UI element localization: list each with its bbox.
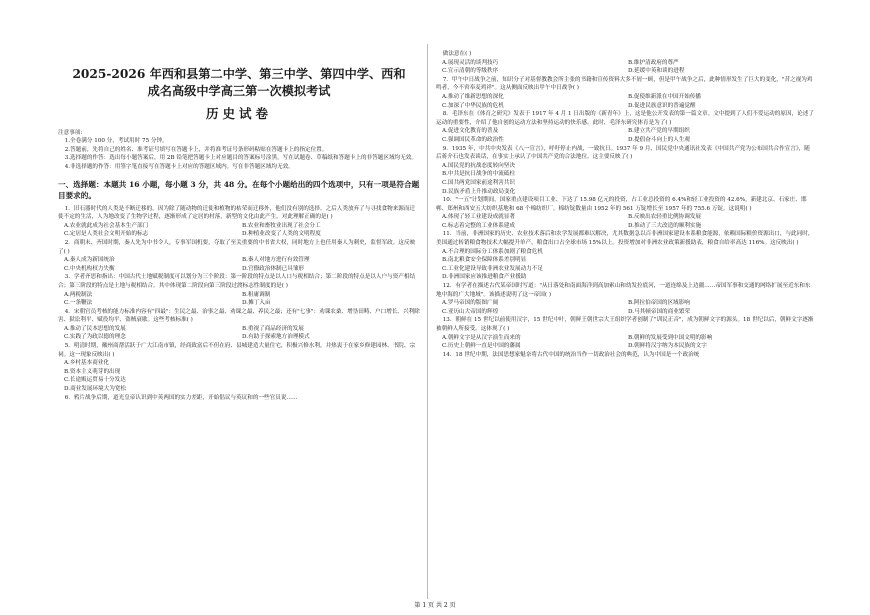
answer-option: C.中央机构权力失衡 (64, 265, 115, 272)
question-list-right (436, 50, 814, 359)
answer-option: D.种植业改变了人类的文明程度 (242, 231, 321, 238)
note-item: 4.非选择题的作答：用签字笔直接写在答题卡上对应的答题区域内。写在非答题区域均无效。 (64, 163, 294, 170)
answer-option: C.宣示清朝的等级秩序 (442, 68, 499, 75)
answer-option: B.资本主义萌芽的出现 (64, 368, 121, 375)
question-stem: 2．商朝末、齐国时期，秦人先为中书令人，专事军国机要，夺取了至关重要的中书省大权，同时地方上也任用秦人为刺史，监督军政。这反映了( ) (58, 239, 416, 255)
question-stem: 7．甲午中日战争之前，知识分子对基督教教会所主张的书籍和宣传资料大多不屑一顾，但是甲午战争之后，此种情形发生了巨大的变化，"昔之视为鸡鸣者，今不啻奉麦鸡祥"。这从侧面反映出甲午中日战争( ) (436, 76, 813, 92)
question-stem: 4．宋朝官员考核的能力标准内容有"四最"：生民之最、治事之最、劝课之最、养民之最；还有"七事"：劝课农桑、增垦田畴、户口增长、兴利除害、狱讼利平、赋役均平、盗贼衰歇。这些考核标准( ) (58, 308, 420, 324)
answer-option: B.促使维新派在中国开始传播 (628, 93, 702, 100)
answer-option: D.商业发展环境大为宽松 (64, 386, 127, 393)
question-stem: 5．明清时期，徽州商帮活跃于广大江南市镇，经商致富后不但在府、县城建造大量住宅，积极兴修水利，并热衷于在家乡修建园林、书院、宗祠。这一现象反映出( ) (58, 343, 416, 358)
answer-option: D.有助于探索地方治理模式 (242, 334, 310, 341)
answer-option: B.重视了商品经济的发展 (242, 325, 304, 332)
answer-option: B.农业和畜牧业出现了社会分工 (242, 222, 321, 229)
question (436, 230, 814, 282)
answer-options (58, 256, 420, 273)
question (58, 342, 420, 394)
answer-option: B.阿拉伯帝国的区域影响 (628, 300, 690, 307)
answer-option: A.乡村基本商业化 (64, 360, 109, 367)
answer-options (58, 325, 420, 342)
answer-option: C.一条鞭法 (64, 300, 93, 307)
answer-option: A.朝鲜文字是从汉字演生而来的 (442, 334, 521, 341)
answer-option: A.两税制法 (64, 291, 93, 298)
answer-option: C.实践了为政以德的理念 (64, 334, 126, 341)
question (58, 239, 420, 273)
answer-option: B.建立共产党的早期组织 (628, 128, 690, 135)
answer-option: D.促进民族意识的普遍觉醒 (628, 102, 696, 109)
question (58, 205, 420, 239)
answer-options (436, 334, 814, 351)
answer-options (436, 162, 814, 196)
answer-option: D.推动了三大改造的顺利实施 (628, 222, 702, 229)
answer-option: C.定居是人类社会文明开始的标志 (64, 231, 149, 238)
answer-option: D.马其顿帝国的商业繁荣 (628, 308, 691, 315)
answer-option: D.提倡奋斗向上的人生观 (628, 136, 691, 143)
question-stem: 10．"一五"计划期间，国家重点建设项目工业、下达了 15.98 亿元的投资，占工业总投资的 6.4%和轻工业投资的 42.6%。新建北京、石家庄、邯郸、郑州和西安五大纺织基地和 68 个棉纺织厂，棉纺锭数量由 1952 年的 561 万锭增长至 1957 年的 755.6 万锭。这说明( ) (436, 197, 807, 212)
note-item: 1.全卷满分 100 分，考试用时 75 分钟。 (64, 138, 168, 145)
subject-title: 历史试卷 (205, 106, 272, 121)
question-stem: 3．学者齐思和指出：中国古代土地赋税制度可以划分为三个阶段：第一阶段的特点是以人口与税相结合；第二阶段的特点是以人户与资产相结合；第三阶段的特点是土地与税相结合。其中体现第二阶段向第三阶段过渡标志性制度的是( ) (58, 274, 416, 289)
question-stem: 9．1935 年，中共中央发表《八一宣言》，呼吁停止内战，一致抗日。1937 年 9 月，国民党中央通讯社发表《中国共产党为公布国共合作宣言》，随后蒋介石也发表谈话，在事实上承认了中国共产党的合法地位。这主要反映了( ) (436, 145, 810, 161)
answer-option: C.强调国民革命的政治性 (442, 136, 504, 143)
answer-option: A.国民党的抗战态度转向坚决 (442, 162, 515, 169)
answer-options (436, 127, 814, 144)
answer-options (58, 291, 420, 308)
question (58, 394, 420, 403)
note-item: 3.选择题的作答：选出每小题答案后，用 2B 铅笔把答题卡上对应题目的答案标号涂黑。写在试题卷、草稿纸和答题卡上的非答题区域均无效。 (64, 155, 417, 162)
answer-option: A.农业就此成为社会基本生产部门 (64, 222, 149, 229)
note-item: 2.答题前，先将自己的姓名、准考证号填写在答题卡上，并将准考证号条形码粘贴在答题卡上的指定位置。 (64, 146, 328, 153)
answer-option: A.体现了轻工业建设成就显著 (442, 214, 515, 221)
question-stem: 11．当前，非洲国家的历史、农业技术落后和农学发展都难以解决，尤其数据急以百非洲国家建设本系粮食能源，依赖国际粮价资源出口，与此同时，美国通过转销粮食物技术大幅提升单产，粮食出口占全球市场 15%以上。投资增加对非洲农业政策新援助表，粮食自给率高达 116%。这反映出( ) (436, 231, 814, 247)
answer-options (58, 222, 420, 239)
answer-option: A.秦人成为新国统治 (64, 257, 115, 264)
question (436, 196, 814, 230)
answer-option: B.维护清政府的尊严 (628, 59, 679, 66)
question-stem: 14．18 世纪中期，法国思想家魁奈将古代中国的统治当作一切政治社会的典范，认为中国是一个政治统 (442, 351, 700, 358)
answer-option: A.推动了维新思想的深化 (442, 93, 504, 100)
question-stem: 1．旧石器时代的人类是不断迁移的，因为除了随动物的迁徙和植物的枯荣而迁移外，他们没有别的选择。之后人类放弃了与寻找食物来源而迁徙不定的生活，人为地改变了生物学过程，逐渐形成了定居的村落，新型的文化由此产生。对此理解正确的是( ) (58, 205, 416, 221)
answer-option: A.罗马帝国的版图广阔 (442, 300, 499, 307)
answer-option: B.秦人对地方进行有效管理 (242, 257, 310, 264)
question (436, 50, 814, 76)
answer-option: B.反映出农轻重比例协调发展 (628, 214, 702, 221)
question-stem: 13．朝鲜在 15 世纪以前使用汉字，15 世纪中叶，朝鲜王朝世宗大王组织学者创制了"训民正音"，成为朝鲜文字的源头。18 世纪以后，朝鲜文字逐渐被朝鲜人所接受。这体现了( ) (436, 317, 814, 332)
answer-option: A.展现灵活的谈判技巧 (442, 59, 499, 66)
answer-option: A.不合理的国际分工体系加剧了粮食危机 (442, 248, 543, 255)
right-column (436, 50, 814, 359)
question (58, 273, 420, 307)
page-footer: 第 1 页 共 2 页 (414, 602, 456, 609)
answer-options (436, 213, 814, 230)
left-column (58, 44, 420, 402)
answer-option: C.工业化建设导致非洲农业发展动力不足 (442, 265, 543, 272)
answer-option: B.朝鲜的发展受到中国文明的影响 (628, 334, 713, 341)
answer-option: D.朝鲜将汉字纳为本民族的文字 (628, 343, 707, 350)
answer-option: D.摊丁入亩 (242, 300, 271, 307)
question-list-left (58, 205, 420, 403)
answer-option: C.标志着完整的工业体系建成 (442, 222, 515, 229)
answer-options (436, 93, 814, 110)
answer-option: D.民族矛盾上升推动政局变化 (442, 188, 516, 195)
notes-heading: 注意事项: (58, 129, 83, 136)
question (436, 351, 814, 360)
answer-options (436, 299, 814, 316)
answer-option: D.非洲国家应该推进粮食产业援助 (442, 274, 527, 281)
answer-option: C.亚历山大帝国的辉煌 (442, 308, 499, 315)
answer-option: D.官僚政治体制已具雏形 (242, 265, 305, 272)
answer-option: B.南北粮食安全保障体系差别明显 (442, 257, 527, 264)
answer-option: B.中共是抗日战争的中流砥柱 (442, 171, 516, 178)
exam-title (58, 66, 420, 100)
answer-option: C.国共两党国家前途利害共识 (442, 179, 515, 186)
question (436, 145, 814, 197)
answer-option: A.促进文化教育的普及 (442, 128, 499, 135)
question (436, 282, 814, 316)
answer-options (436, 248, 814, 282)
section-heading: 一、选择题：本题共 16 小题，每小题 3 分，共 48 分。在每个小题给出的四个选项中，只有一项是符合题目要求的。 (58, 179, 420, 200)
question (436, 110, 814, 144)
question (436, 76, 814, 110)
answer-option: C.历史上朝鲜一直是中国的藩属 (442, 343, 521, 350)
question-stem: 做法意在( ) (442, 51, 472, 57)
answer-option: C.长途贩运贸易十分发达 (64, 377, 126, 384)
question-stem: 8．毛泽东在《体育之研究》发表于 1917 年 4 月 1 日出版的《新青年》上，这是他公开发表的第一篇文章。文中提到了人们不爱运动的原因，论述了运动的重要性，介绍了他自创的运动方法和坚持运动的快乐感。此时，毛泽东研究体育是为了( ) (436, 111, 814, 126)
answer-option: D.延缓中英和谈的进程 (628, 68, 685, 75)
answer-options (436, 59, 814, 76)
answer-option: C.加深了中华民族的危机 (442, 102, 504, 109)
question (58, 308, 420, 342)
answer-option: A.推动了民本思想的发展 (64, 325, 126, 332)
question-stem: 6．鸦片战争后期，道光皇帝认识到中英两国的实力差距，开始倡议与英议和的一些官员说…… (64, 394, 298, 401)
question (436, 316, 814, 350)
question-stem: 12．有学者在描述古代某帝国时写道："从日落处和南面海洋到高加索山和幼发拉底河，一道连绵及上边疆……帝国军事和交通的网络扩展至近东和东地中海的广大地域"。该描述说明了这一帝国( ) (436, 283, 811, 298)
answer-options (58, 359, 420, 393)
exam-title-line1: 2025-2026 年西和县第二中学、第三中学、第四中学、西和 (72, 67, 406, 81)
exam-title-line2: 成名高级中学高三第一次模拟考试 (147, 84, 331, 98)
column-divider (427, 44, 428, 599)
answer-option: B.租庸调制 (242, 291, 271, 298)
notes (58, 129, 420, 172)
